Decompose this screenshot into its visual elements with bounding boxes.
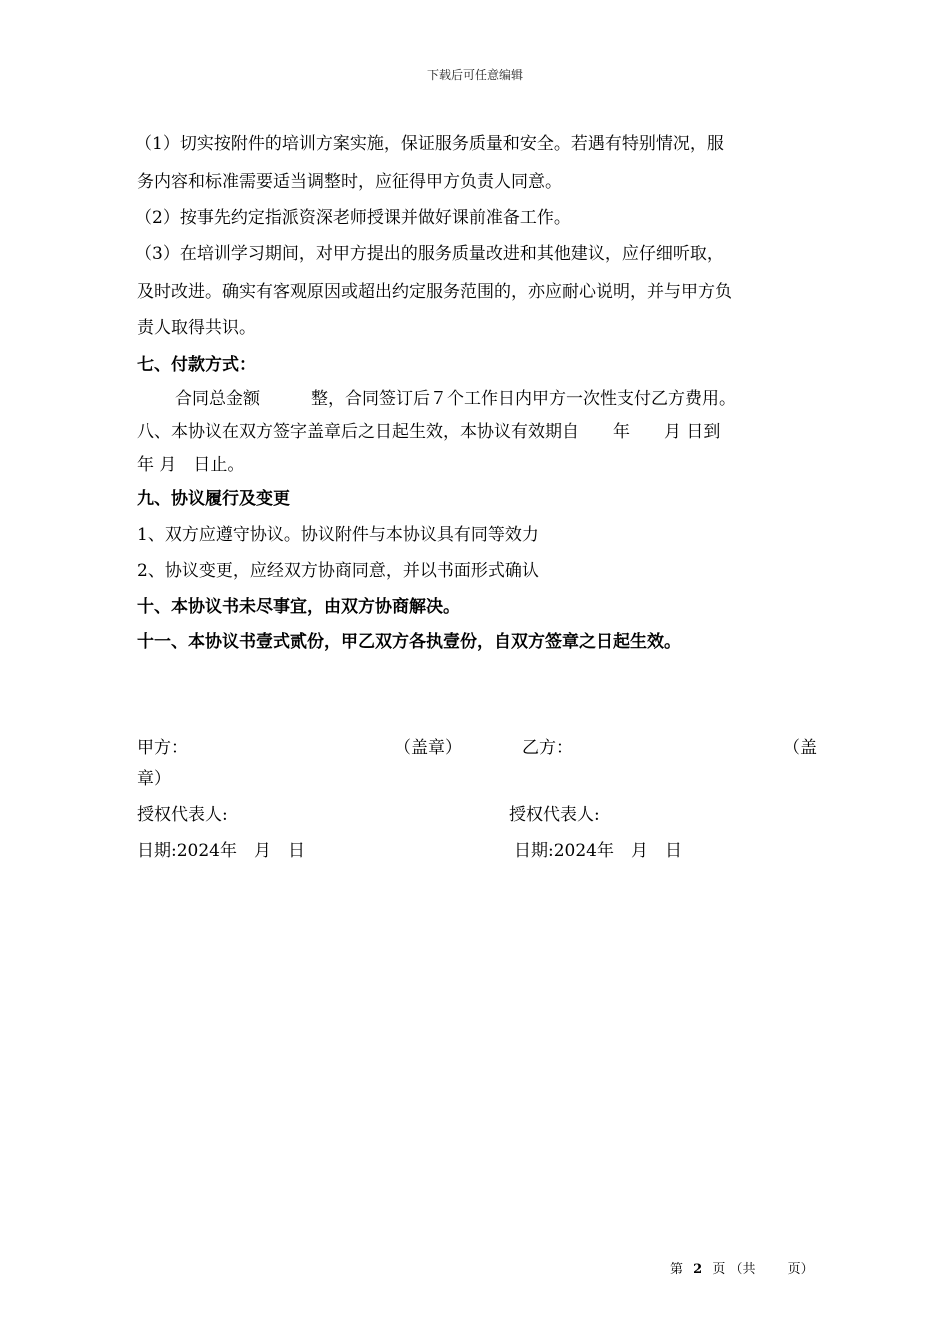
section-9-title: 九、协议履行及变更 (137, 489, 290, 509)
paragraph-2-line-1: （2）按事先约定指派资深老师授课并做好课前准备工作。 (135, 208, 571, 228)
section-11: 十一、本协议书壹式贰份，甲乙双方各执壹份，自双方签章之日起生效。 (137, 632, 681, 652)
paragraph-1-line-2: 务内容和标准需要适当调整时，应征得甲方负责人同意。 (137, 172, 562, 192)
page-header: 下载后可任意编辑 (426, 68, 523, 82)
section-8-line-2: 年 月 日止。 (137, 455, 245, 475)
section-7-title: 七、付款方式： (137, 355, 256, 375)
section-7-text: 合同总金额 整，合同签订后７个工作日内甲方一次性支付乙方费用。 (175, 389, 736, 409)
section-9-item-2: 2、协议变更，应经双方协商同意，并以书面形式确认 (137, 561, 539, 581)
party-b-date: 日期:2024年 月 日 (514, 841, 682, 861)
page-footer (670, 1258, 814, 1277)
section-10: 十、本协议书未尽事宜，由双方协商解决。 (137, 597, 460, 617)
party-a-date: 日期:2024年 月 日 (137, 841, 305, 861)
party-a-seal: （盖章） (394, 738, 462, 758)
section-9-item-1: 1、双方应遵守协议。协议附件与本协议具有同等效力 (137, 525, 539, 545)
party-a-representative: 授权代表人: (137, 805, 228, 825)
party-b-representative: 授权代表人: (509, 805, 600, 825)
page-mid: 页 （共 (712, 1262, 756, 1277)
page-prefix: 第 (670, 1262, 684, 1277)
party-b-seal-1: （盖 (783, 738, 817, 758)
paragraph-3-line-2: 及时改进。确实有客观原因或超出约定服务范围的，亦应耐心说明，并与甲方负 (137, 282, 732, 302)
paragraph-3-line-1: （3）在培训学习期间，对甲方提出的服务质量改进和其他建议，应仔细听取， (135, 244, 724, 264)
page-number: 2 (693, 1262, 703, 1277)
section-8-line-1: 八、本协议在双方签字盖章后之日起生效，本协议有效期自 年 月 日到 (137, 422, 721, 442)
paragraph-1-line-1: （1）切实按附件的培训方案实施，保证服务质量和安全。若遇有特别情况，服 (135, 134, 724, 154)
party-b-label: 乙方： (522, 738, 573, 758)
page-suffix: 页） (787, 1262, 814, 1277)
party-b-seal-2: 章） (137, 769, 171, 789)
paragraph-3-line-3: 责人取得共识。 (137, 318, 256, 338)
party-a-label: 甲方： (137, 738, 188, 758)
